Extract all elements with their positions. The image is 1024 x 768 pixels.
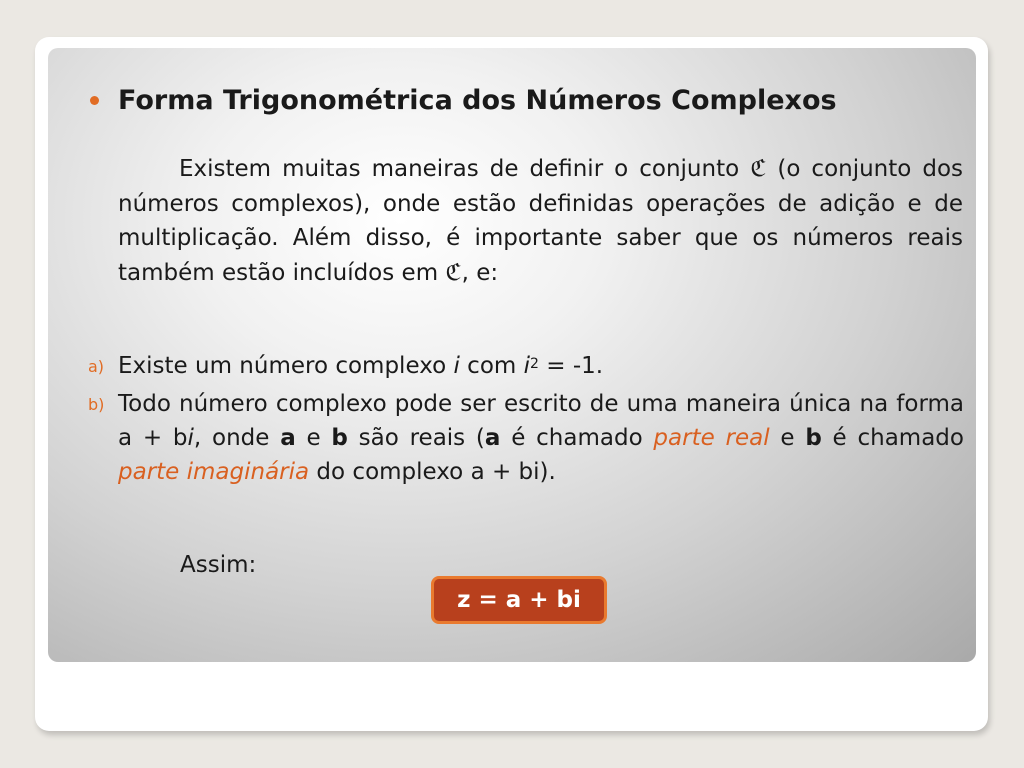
- parte-real-term: parte real: [653, 425, 770, 451]
- intro-paragraph: [118, 152, 963, 290]
- item-b-t3: e: [295, 425, 332, 451]
- item-b-t7: é chamado: [821, 425, 964, 451]
- exponent: 2: [530, 356, 539, 372]
- item-a-text: [118, 349, 964, 383]
- title-row: [90, 80, 970, 120]
- list-item-a: [88, 349, 964, 383]
- item-b-t1: Todo número complexo pode ser escrito de uma maneira única na forma a + b: [118, 391, 964, 451]
- item-b-text: [118, 387, 964, 489]
- bold-a: a: [280, 425, 296, 451]
- complex-set-symbol: ℭ: [445, 259, 462, 286]
- list-marker: a): [88, 357, 105, 376]
- item-a-text1: Existe um número complexo: [118, 353, 454, 379]
- bold-b: b: [805, 425, 822, 451]
- imaginary-unit: i: [187, 425, 194, 451]
- intro-part2: (o conjunto dos números complexos), onde estão definidas operações de adição e de multiplicação. Além disso, é importante saber que os números reais também estão incluídos em: [118, 156, 964, 286]
- item-a-text3: = -1.: [538, 353, 604, 379]
- item-b-t6: e: [769, 425, 806, 451]
- intro-part3: , e:: [461, 259, 499, 286]
- bold-b: b: [331, 425, 348, 451]
- parte-imaginaria-term: parte imaginária: [118, 459, 310, 485]
- formula-box: [431, 576, 607, 624]
- bullet-icon: [90, 96, 99, 105]
- intro-part1: Existem muitas maneiras de definir o conjunto: [179, 156, 751, 182]
- imaginary-unit: i: [523, 353, 531, 379]
- item-b-t2: , onde: [193, 425, 281, 451]
- imaginary-unit: i: [453, 353, 460, 379]
- item-a-text2: com: [459, 353, 524, 379]
- complex-set-symbol: ℭ: [750, 156, 767, 182]
- slide-title: Forma Trigonométrica dos Números Complexos: [118, 84, 837, 116]
- list-item-b: [88, 387, 964, 489]
- bold-a: a: [484, 425, 501, 451]
- item-b-t8: do complexo a + bi).: [309, 459, 556, 485]
- item-b-t5: é chamado: [500, 425, 654, 451]
- formula-text: z = a + bi: [457, 587, 581, 613]
- list-marker: b): [88, 395, 105, 414]
- item-b-t4: são reais (: [347, 425, 485, 451]
- assim-label: Assim:: [180, 552, 257, 578]
